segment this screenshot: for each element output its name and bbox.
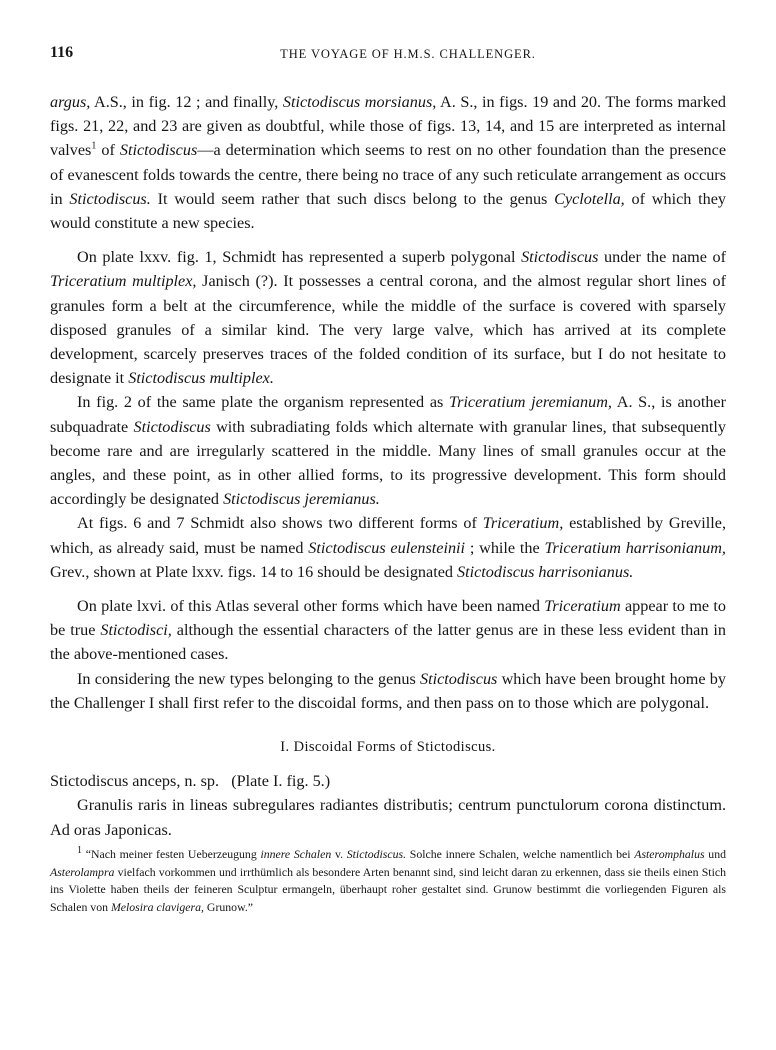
text-run: although the essential characters of the latter genus are in these less evident than in the above-mentioned cases. [50, 621, 726, 664]
text-run: vielfach vorkommen und irrthümlich als besondere Arten benannt sind, sind leicht daran zu erkennen, dass sie theils einen Stich ins Violette haben theils der feineren Sculptur ermangeln, überhaupt roher gestaltet sind. Grunow bestimmt die vorliegenden Figuren als Schalen von [50, 864, 726, 915]
taxon-name: Stictodiscus [521, 248, 599, 267]
species-heading [50, 769, 726, 793]
text-run: innere Schalen [260, 846, 332, 861]
text-run: In fig. 2 of the same plate the organism represented as [77, 393, 450, 412]
taxon-name: Stictodiscus harrisonianus. [457, 562, 634, 581]
text-run: A. S., is another subquadrate [50, 393, 727, 436]
taxon-name: Stictodiscus [119, 141, 198, 160]
taxon-name: Stictodiscus. [69, 189, 151, 208]
body-text [50, 90, 726, 917]
text-run: appear to me to be true [50, 597, 726, 640]
text-run: which have been brought home by the Challenger I shall first refer to the discoidal forms, and then pass on to those which are polygonal. [50, 669, 726, 712]
text-run: A. S., in figs. 19 and 20. The forms marked figs. 21, 22, and 23 are given as doubtful, while those of figs. 13, 14, and 15 are interpreted as internal valves [50, 93, 726, 160]
taxon-name: Stictodiscus morsianus, [282, 93, 437, 111]
text-run: On plate lxxv. fig. 1, Schmidt has represented a superb polygonal [77, 248, 522, 267]
text-run: Janisch (?). It possesses a central corona, and the almost regular short lines of granules form a belt at the circumference, while the middle of the surface is covered with sparsely disposed granules of a similar kind. The very large valve, which has arrived at its complete development, scarcely preserves traces of the folded condition of its surface, but I do not hesitate to designate it [50, 272, 726, 388]
taxon-name: Triceratium harrisonianum, [544, 538, 726, 557]
text-run: Grunow.” [203, 900, 254, 915]
paragraph-5 [50, 594, 726, 667]
page-header [50, 44, 726, 64]
text-run: Solche innere Schalen, welche namentlich bei [406, 846, 635, 861]
taxon-name: Triceratium [544, 597, 621, 616]
taxon-name: Triceratium, [482, 514, 564, 533]
text-run: ; while the [465, 538, 545, 557]
paragraph-6 [50, 667, 726, 715]
paragraph-1 [50, 90, 726, 235]
footnote-marker: 1 [91, 141, 97, 153]
text-run: under the name of [598, 248, 726, 267]
taxon-name: Triceratium jeremianum, [449, 393, 612, 412]
paragraph-3 [50, 390, 726, 511]
taxon-name: Stictodiscus jeremianus. [223, 490, 380, 509]
taxon-name: Cyclotella, [554, 189, 625, 208]
paragraph-2 [50, 245, 726, 390]
footnote-marker: 1 [77, 844, 82, 856]
taxon-name: Stictodiscus eulensteinii [308, 538, 466, 557]
running-title: THE VOYAGE OF H.M.S. CHALLENGER. [280, 47, 536, 61]
text-run: —a determination which seems to rest on no other foundation than the presence of evanescent folds towards the centre, there being no trace of any such reticulate arrangement as occurs in [50, 141, 726, 208]
text-run: A.S., in fig. 12 ; and finally, [90, 93, 283, 111]
taxon-name: Stictodiscus [420, 669, 498, 688]
text-run: und [704, 846, 726, 861]
text-run: established by Greville, which, as already said, must be named [50, 514, 726, 557]
taxon-name: Stictodiscus multiplex. [128, 369, 274, 388]
text-run: with subradiating folds which alternate with granular lines, that subsequently become rare and are irregularly scattered in the middle. Many lines of small granules occur at the angles, and these point, as in other allied forms, to its progressive development. This form should accordingly be designated [50, 417, 727, 509]
taxon-name: Stictodiscus. [346, 846, 407, 861]
species-name: Stictodiscus anceps, n. sp. [50, 772, 220, 791]
text-run: At figs. 6 and 7 Schmidt also shows two different forms of [77, 514, 483, 533]
taxon-name: Asterolampra [50, 864, 115, 879]
text-run: “Nach meiner festen Ueberzeugung [82, 846, 261, 861]
species-diagnosis: Granulis raris in lineas subregulares radiantes distributis; centrum punctulorum corona distinctum. Ad oras Japonicas. [50, 796, 726, 839]
text-run: In considering the new types belonging to the genus [77, 669, 420, 688]
footnote [50, 846, 726, 917]
text-run: It would seem rather that such discs belong to the genus [150, 189, 555, 208]
page-number: 116 [50, 44, 74, 61]
text-run: of which they would constitute a new species. [50, 189, 727, 233]
taxon-name: Melosira clavigera, [110, 900, 204, 915]
taxon-name: Triceratium multiplex, [50, 272, 197, 291]
taxon-name: Asteromphalus [634, 846, 705, 861]
plate-reference: (Plate I. fig. 5.) [231, 772, 331, 791]
text-run: of [96, 141, 120, 160]
text-run: On plate lxvi. of this Atlas several other forms which have been named [77, 597, 545, 616]
text-run: Grev., shown at Plate lxxv. figs. 14 to 16 should be designated [50, 562, 458, 581]
section-heading: I. Discoidal Forms of Stictodiscus. [280, 739, 496, 756]
taxon-name: Stictodisci, [100, 621, 172, 640]
paragraph-4 [50, 511, 726, 584]
taxon-name: argus, [50, 93, 91, 111]
taxon-name: Stictodiscus [133, 417, 211, 436]
text-run: v. [331, 846, 347, 861]
